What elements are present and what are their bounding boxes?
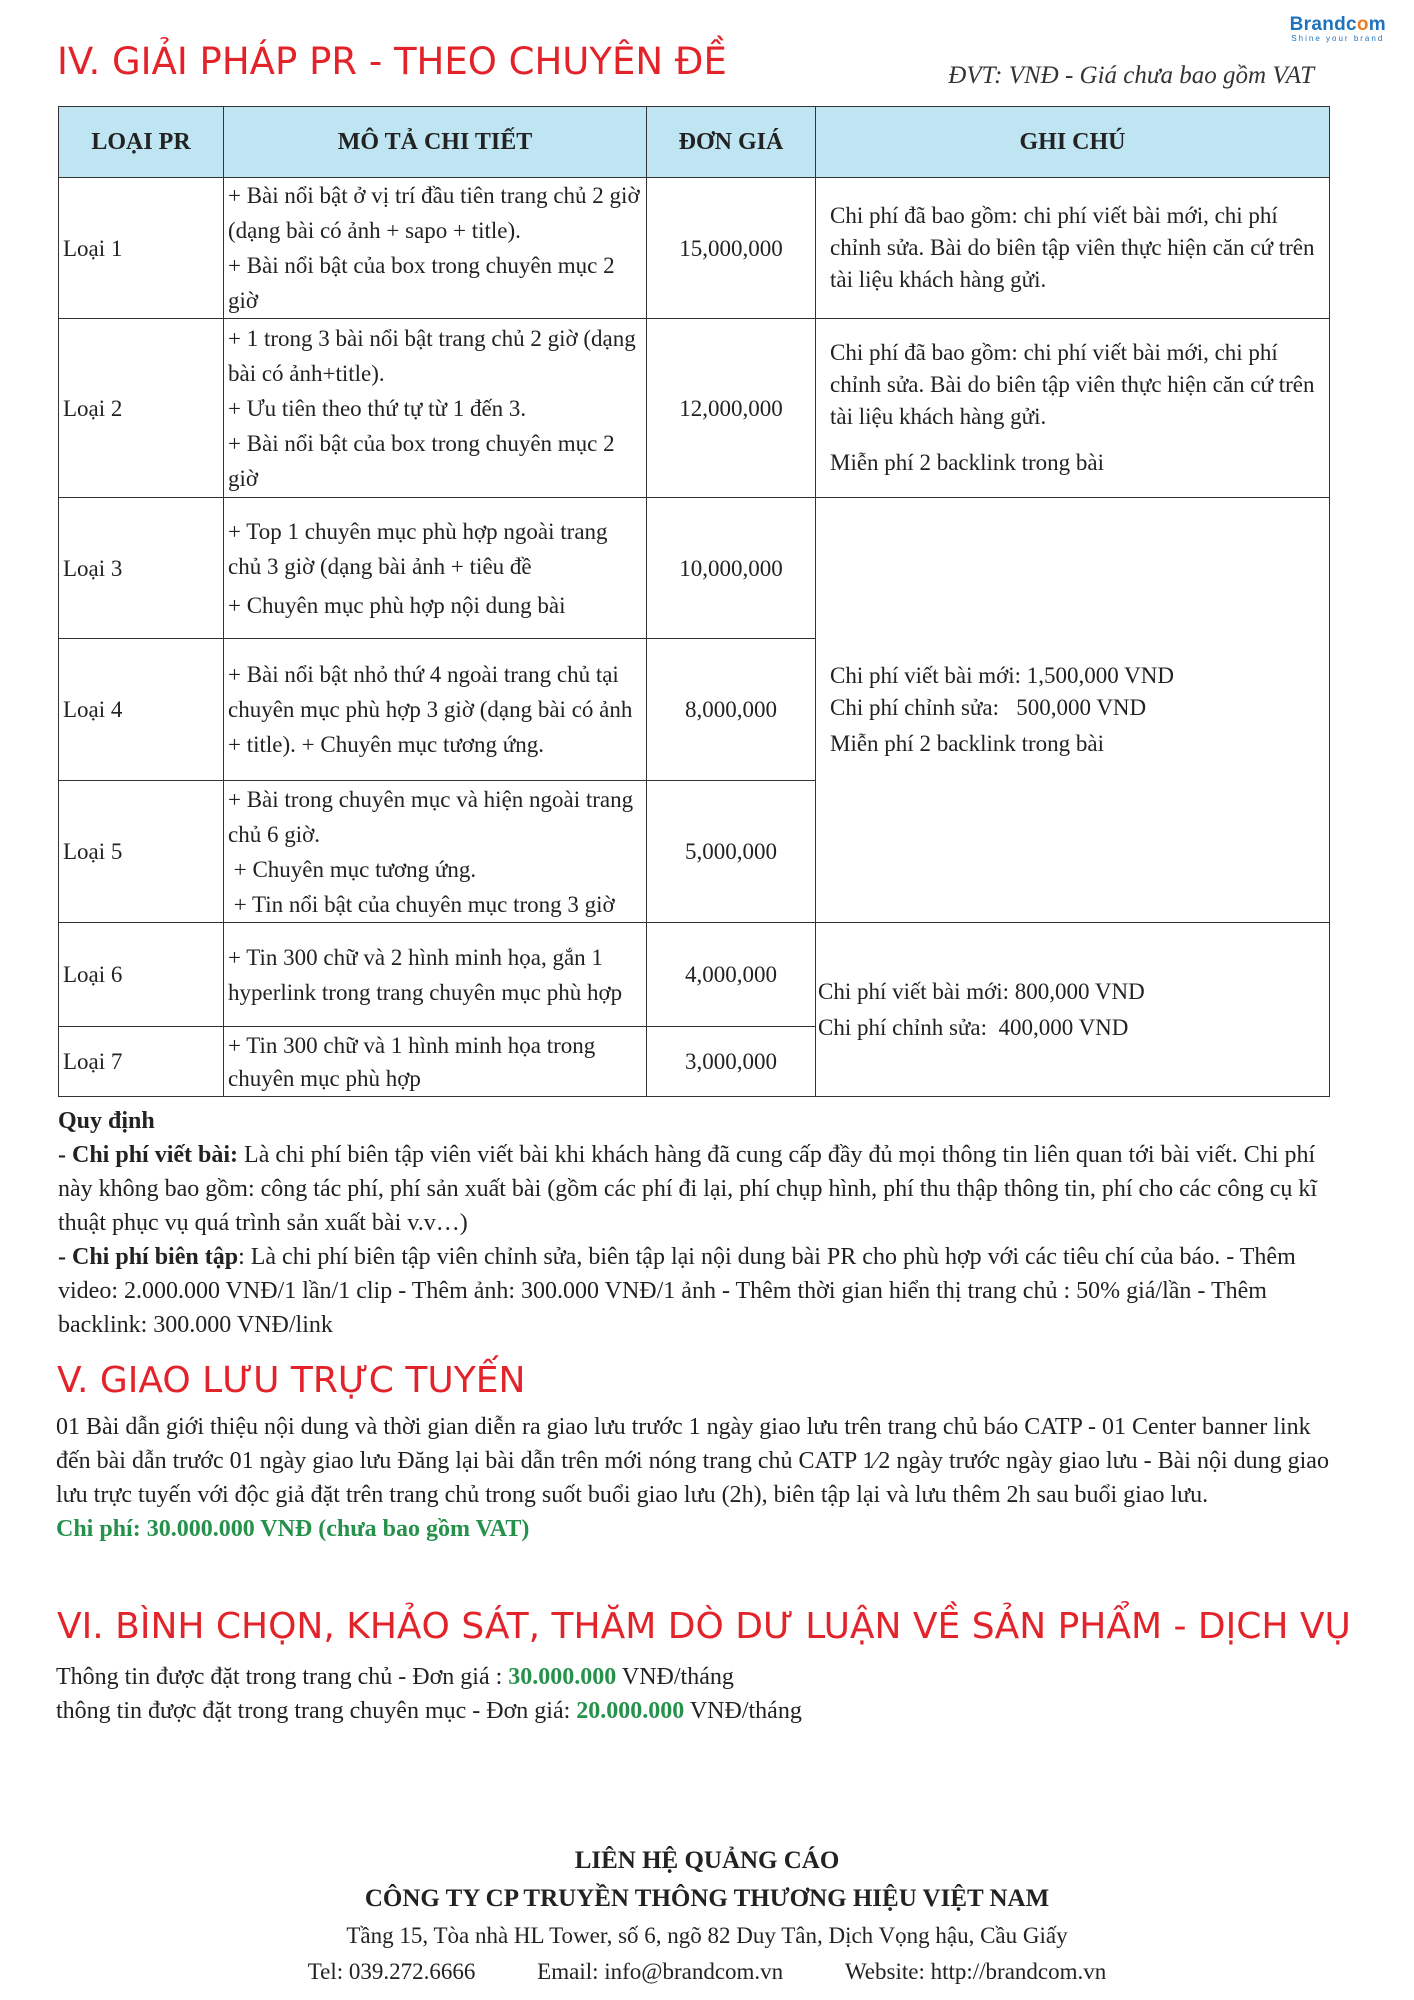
footer-tel: Tel: 039.272.6666 (307, 1959, 476, 1984)
online-exchange-cost: Chi phí: 30.000.000 VNĐ (chưa bao gồm VAT) (56, 1516, 530, 1542)
row-desc: + Tin 300 chữ và 1 hình minh họa trong chuyên mục phù hợp (224, 1027, 647, 1097)
row-type: Loại 1 (59, 178, 224, 319)
pr-price-table (58, 106, 1330, 1097)
row-price: 15,000,000 (647, 178, 816, 319)
poll-homepage-line: Thông tin được đặt trong trang chủ - Đơn giá : 30.000.000 VNĐ/tháng (56, 1664, 734, 1690)
table-header-row (59, 107, 1330, 178)
header-note: GHI CHÚ (816, 107, 1330, 178)
note-3: Chi phí viết bài mới: 1,500,000 VND Chi phí chỉnh sửa: 500,000 VND Miễn phí 2 backlink trong bài (816, 498, 1330, 923)
header-desc: MÔ TẢ CHI TIẾT (224, 107, 647, 178)
row-desc: + 1 trong 3 bài nổi bật trang chủ 2 giờ (dạng bài có ảnh+title). + Ưu tiên theo thứ tự từ 1 đến 3. + Bài nổi bật của box trong chuyên mục 2 giờ (224, 319, 647, 498)
row-type: Loại 4 (59, 639, 224, 781)
footer-heading: LIÊN HỆ QUẢNG CÁO (574, 1847, 840, 1874)
row-price: 4,000,000 (647, 923, 816, 1027)
section-5-title: V. GIAO LƯU TRỰC TUYẾN (57, 1360, 526, 1401)
note-2: Chi phí đã bao gồm: chi phí viết bài mới, chi phí chỉnh sửa. Bài do biên tập viên thực hiện căn cứ trên tài liệu khách hàng gửi. Miễn phí 2 backlink trong bài (816, 319, 1330, 498)
header-type: LOẠI PR (59, 107, 224, 178)
table-row (59, 923, 1330, 1027)
header-price: ĐƠN GIÁ (647, 107, 816, 178)
row-desc: + Tin 300 chữ và 2 hình minh họa, gắn 1 hyperlink trong trang chuyên mục phù hợp (224, 923, 647, 1027)
unit-note: ĐVT: VNĐ - Giá chưa bao gồm VAT (948, 62, 1314, 89)
row-type: Loại 3 (59, 498, 224, 639)
logo-tagline: Shine your brand (1291, 34, 1385, 43)
row-price: 8,000,000 (647, 639, 816, 781)
row-desc: + Top 1 chuyên mục phù hợp ngoài trang chủ 3 giờ (dạng bài ảnh + tiêu đề + Chuyên mục phù hợp nội dung bài (224, 498, 647, 639)
row-price: 5,000,000 (647, 781, 816, 923)
rules-block (58, 1104, 1328, 1342)
row-price: 3,000,000 (647, 1027, 816, 1097)
footer-email: Email: info@brandcom.vn (537, 1959, 784, 1984)
section-4-title: IV. GIẢI PHÁP PR - THEO CHUYÊN ĐỀ (57, 40, 727, 83)
note-1: Chi phí đã bao gồm: chi phí viết bài mới, chi phí chỉnh sửa. Bài do biên tập viên thực hiện căn cứ trên tài liệu khách hàng gửi. (816, 178, 1330, 319)
online-exchange-block (56, 1410, 1330, 1546)
poll-block (56, 1660, 802, 1728)
row-type: Loại 2 (59, 319, 224, 498)
table-row (59, 178, 1330, 319)
footer-address: Tầng 15, Tòa nhà HL Tower, số 6, ngõ 82 Duy Tân, Dịch Vọng hậu, Cầu Giấy (346, 1923, 1068, 1948)
rule-editing-cost: - Chi phí biên tập: Là chi phí biên tập viên chỉnh sửa, biên tập lại nội dung bài PR cho phù hợp với các tiêu chí của báo. - Thêm video: 2.000.000 VNĐ/1 lần/1 clip - Thêm ảnh: 300.000 VNĐ/1 ảnh - Thêm thời gian hiển thị trang chủ : 50% giá/lần - Thêm backlink: 300.000 VNĐ/link (58, 1244, 1296, 1338)
logo-wordmark: Brandcom (1289, 14, 1386, 35)
footer-contacts (0, 1954, 1414, 1990)
brandcom-logo (1290, 14, 1386, 43)
section-6-title: VI. BÌNH CHỌN, KHẢO SÁT, THĂM DÒ DƯ LUẬN VỀ SẢN PHẨM - DỊCH VỤ (57, 1606, 1351, 1647)
note-4: Chi phí viết bài mới: 800,000 VND Chi phí chỉnh sửa: 400,000 VND (816, 923, 1330, 1097)
poll-category-line: thông tin được đặt trong trang chuyên mục - Đơn giá: 20.000.000 VNĐ/tháng (56, 1698, 802, 1724)
row-desc: + Bài nổi bật nhỏ thứ 4 ngoài trang chủ tại chuyên mục phù hợp 3 giờ (dạng bài có ảnh + title). + Chuyên mục tương ứng. (224, 639, 647, 781)
footer-website: Website: http://brandcom.vn (844, 1959, 1107, 1984)
contact-footer (0, 1842, 1414, 1990)
rules-heading: Quy định (58, 1108, 155, 1134)
row-price: 10,000,000 (647, 498, 816, 639)
row-type: Loại 5 (59, 781, 224, 923)
online-exchange-body: 01 Bài dẫn giới thiệu nội dung và thời gian diễn ra giao lưu trước 1 ngày giao lưu trên trang chủ báo CATP - 01 Center banner link đến bài dẫn trước 01 ngày giao lưu Đăng lại bài dẫn trên mới nóng trang chủ CATP 1⁄2 ngày trước ngày giao lưu - Bài nội dung giao lưu trực tuyến với độc giả đặt trên trang chủ trong suốt buổi giao lưu (2h), biên tập lại và lưu thêm 2h sau buổi giao lưu. (56, 1414, 1329, 1508)
row-desc: + Bài nổi bật ở vị trí đầu tiên trang chủ 2 giờ (dạng bài có ảnh + sapo + title). + Bài nổi bật của box trong chuyên mục 2 giờ (224, 178, 647, 319)
row-desc: + Bài trong chuyên mục và hiện ngoài trang chủ 6 giờ. + Chuyên mục tương ứng. + Tin nổi bật của chuyên mục trong 3 giờ (224, 781, 647, 923)
table-row (59, 498, 1330, 639)
table-row (59, 319, 1330, 498)
row-type: Loại 7 (59, 1027, 224, 1097)
row-type: Loại 6 (59, 923, 224, 1027)
footer-company: CÔNG TY CP TRUYỀN THÔNG THƯƠNG HIỆU VIỆT NAM (364, 1885, 1050, 1912)
rule-writing-cost: - Chi phí viết bài: Là chi phí biên tập viên viết bài khi khách hàng đã cung cấp đầy đủ mọi thông tin liên quan tới bài viết. Chi phí này không bao gồm: công tác phí, phí sản xuất bài (gồm các phí đi lại, phí chụp hình, phí thu thập thông tin, phí cho các công cụ kĩ thuật phục vụ quá trình sản xuất bài v.v…) (58, 1142, 1318, 1236)
row-price: 12,000,000 (647, 319, 816, 498)
